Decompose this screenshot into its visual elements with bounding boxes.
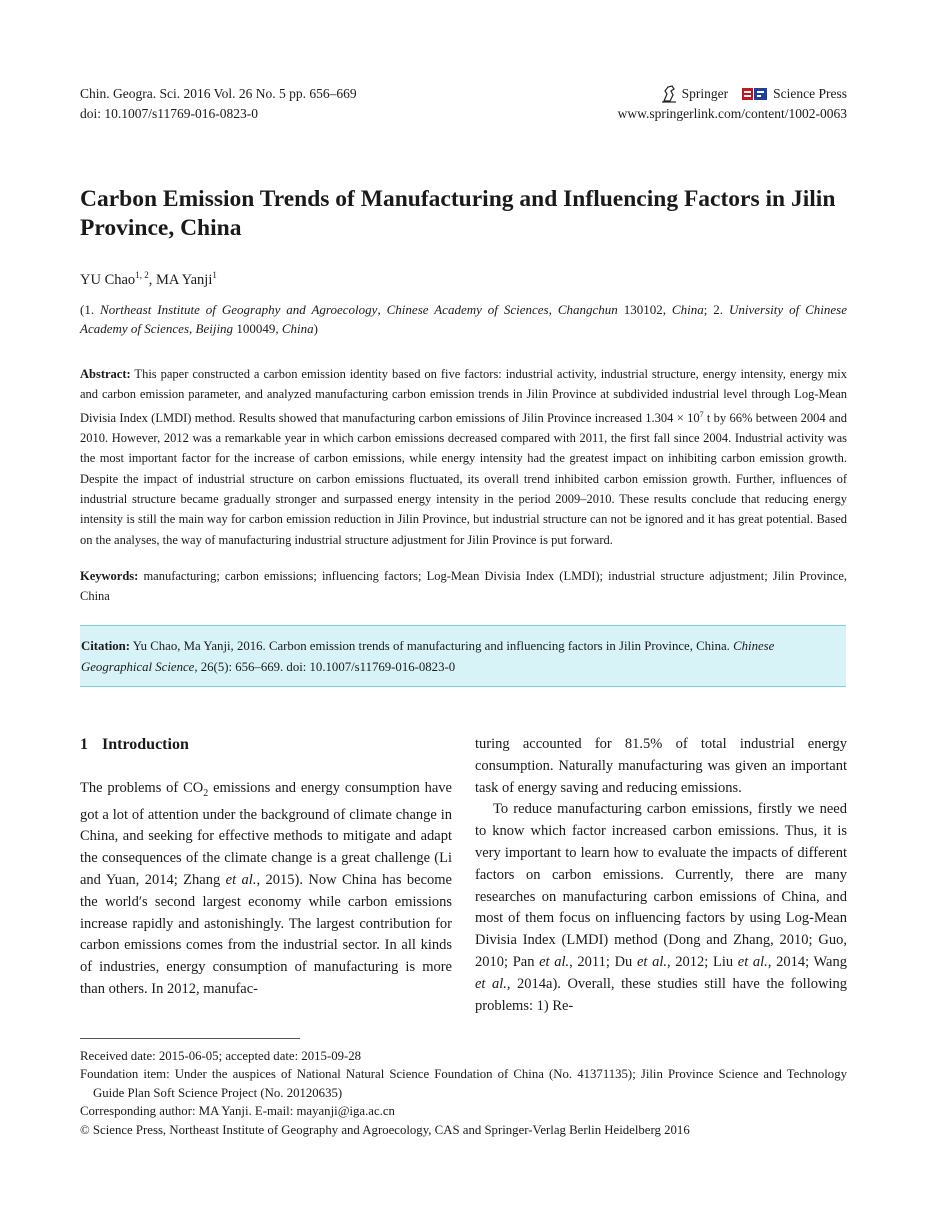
section-title: Introduction	[102, 736, 189, 753]
keywords: Keywords: manufacturing; carbon emissions; influencing factors; Log-Mean Divisia Index (LMDI); industrial structure adjustment; Jilin Province, China	[80, 569, 847, 604]
publisher-logos	[618, 84, 847, 104]
section-heading-introduction	[80, 736, 189, 754]
author-1-affil: 1, 2	[135, 270, 149, 280]
author-1: YU Chao	[80, 271, 136, 288]
running-header-left	[80, 84, 357, 124]
body-column-right	[475, 734, 847, 1017]
footnote-rule	[80, 1038, 300, 1039]
corresponding-author: Corresponding author: MA Yanji. E-mail: mayanji@iga.ac.cn	[80, 1104, 395, 1119]
abstract: Abstract: This paper constructed a carbon emission identity based on five factors: industrial activity, industrial structure, energy intensity, energy mix and carbon emission parameter, and analyzed manufacturing carbon emission trends in Jilin Province at subdivided industrial level through Log-Mean Divisia Index (LMDI) method. Results showed that manufacturing carbon emissions of Jilin Province increased $1.304 \times 10^7$ t by 66% between 2004 and 2010. However, 2012 was a remarkable year in which carbon emissions decreased compared with 2011, the first fall since 2004. Industrial activity was the most important factor for the increase of carbon emissions, while energy intensity had the greatest impact on inhibiting carbon emission growth. Despite the impact of industrial structure on carbon emissions fluctuated, its overall trend inhibited carbon emission growth. Further, influences of industrial structure became gradually stronger and surpassed energy intensity in the period 2009–2010. These results conclude that reducing energy intensity is still the main way for carbon emission reduction in Jilin Province, but industrial structure can not be ignored and it has great potential. Based on the analyses, the way of manufacturing industrial structure adjustment for Jilin Province is put forward.	[80, 367, 848, 547]
citation-box: Citation: Yu Chao, Ma Yanji, 2016. Carbon emission trends of manufacturing and influencing factors in Jilin Province, China. Chinese Geographical Science, 26(5): 656–669. doi: 10.1007/s11769-016-0823-0	[80, 625, 846, 687]
body-column-left	[80, 778, 452, 1001]
journal-line: Chin. Geogra. Sci. 2016 Vol. 26 No. 5 pp. 656–669	[80, 86, 357, 101]
abstract-label: Abstract:	[80, 367, 131, 381]
journal-url[interactable]: www.springerlink.com/content/1002-0063	[617, 106, 847, 121]
affiliations: (1. Northeast Institute of Geography and Agroecology, Chinese Academy of Sciences, Changchun 130102, China; 2. University of Chinese Academy of Sciences, Beijing 100049, China)	[80, 302, 847, 336]
footnotes	[80, 1047, 847, 1139]
paragraph: The problems of $CO_2$ emissions and energy consumption have got a lot of attention under the background of climate change in China, and seeking for effective methods to mitigate and adapt the consequences of the climate change is a great challenge (Li and Yuan, 2014; Zhang et al., 2015). Now China has become the world′s second largest economy while carbon emissions increase rapidly and astonishingly. The largest contribution for carbon emissions comes from the industrial sector. In all kinds of industries, energy consumption of manufacturing is more than others. In 2012, manufac-	[80, 780, 452, 998]
copyright: © Science Press, Northeast Institute of Geography and Agroecology, CAS and Springer-Verlag Berlin Heidelberg 2016	[80, 1122, 690, 1137]
keywords-label: Keywords:	[80, 569, 139, 583]
citation-label: Citation:	[81, 639, 131, 653]
received-date: Received date: 2015-06-05; accepted date: 2015-09-28	[80, 1049, 362, 1063]
doi-line: doi: 10.1007/s11769-016-0823-0	[80, 106, 258, 121]
foundation-item: Foundation item: Under the auspices of National Natural Science Foundation of China (No. 41371135); Jilin Province Science and Technology Guide Plan Soft Science Project (No. 20120635)	[80, 1067, 847, 1100]
running-header-right	[618, 84, 847, 124]
science-press-icon	[742, 86, 768, 102]
paragraph: To reduce manufacturing carbon emissions, firstly we need to know which factor increased carbon emissions. Thus, it is very important to learn how to evaluate the impacts of different factors on carbon emissions. Currently, there are many researches on manufacturing carbon emissions of China, and most of them focus on influencing factors by using Log-Mean Divisia Index (LMDI) method (Dong and Zhang, 2010; Guo, 2010; Pan et al., 2011; Du et al., 2012; Liu et al., 2014; Wang et al., 2014a). Overall, these studies still have the following problems: 1) Re-	[475, 801, 847, 1014]
author-2-affil: 1	[212, 270, 217, 280]
springer-label: Springer	[681, 86, 729, 101]
springer-horse-icon	[661, 85, 677, 103]
author-2: MA Yanji	[155, 271, 213, 288]
paragraph: turing accounted for 81.5% of total industrial energy consumption. Naturally manufacturing was given an important task of energy saving and reducing emissions.	[475, 736, 847, 796]
science-press-label: Science Press	[773, 86, 847, 101]
section-number: 1	[80, 736, 88, 753]
author-line: YU Chao$^{1, 2}$, MA Yanji$^1$	[80, 270, 217, 288]
science-press-logo	[742, 84, 847, 104]
paper-title: Carbon Emission Trends of Manufacturing and Influencing Factors in Jilin Province, China	[80, 186, 836, 241]
springer-logo	[661, 84, 729, 104]
